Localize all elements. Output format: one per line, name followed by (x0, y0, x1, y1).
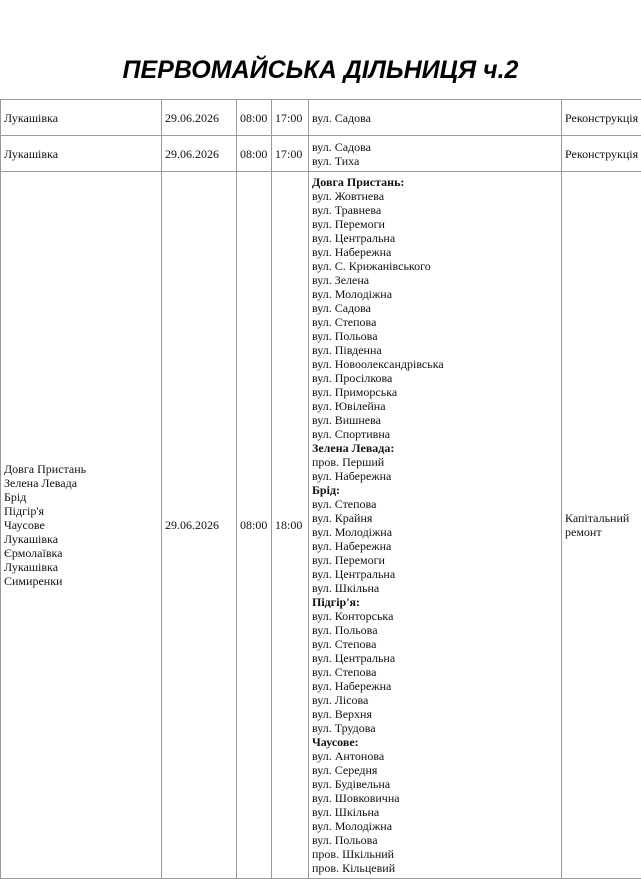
page-title: ПЕРВОМАЙСЬКА ДІЛЬНИЦЯ ч.2 (0, 56, 641, 85)
start-time-cell: 08:00 (237, 172, 272, 879)
settlements-cell: Лукашівка (1, 136, 162, 172)
date-cell: 29.06.2026 (162, 172, 237, 879)
settlement-group-heading: Довга Пристань: (312, 175, 558, 189)
work-type-cell: Реконструкція (562, 100, 641, 136)
settlement-group-heading: Чаусове: (312, 735, 558, 749)
table-row (1, 136, 641, 172)
table-row (1, 100, 641, 136)
date-cell: 29.06.2026 (162, 100, 237, 136)
settlements-cell: Довга Пристань Зелена Левада Брід Підгір'я Чаусове Лукашівка Єрмолаївка Лукашівка Симиренки (1, 172, 162, 879)
streets-cell: вул. Садова (309, 100, 562, 136)
end-time-cell: 17:00 (272, 100, 309, 136)
work-type-cell: Реконструкція (562, 136, 641, 172)
settlement-group-heading: Підгір'я: (312, 595, 558, 609)
end-time-cell: 17:00 (272, 136, 309, 172)
end-time-cell: 18:00 (272, 172, 309, 879)
settlement-group-heading: Зелена Левада: (312, 441, 558, 455)
settlements-cell: Лукашівка (1, 100, 162, 136)
table-row (1, 172, 641, 879)
streets-cell: Довга Пристань: вул. Жовтнева вул. Травнева вул. Перемоги вул. Центральна вул. Набережна вул. С. Крижанівського вул. Зелена вул. Молодіжна вул. Садова вул. Степова вул. Польова вул. Південна вул. Новоолександрівська вул. Просілкова вул. Приморська вул. Ювілейна вул. Вишнева вул. Спортивна Зелена Левада: пров. Перший вул. Набережна Брід: вул. Степова вул. Крайня вул. Молодіжна вул. Набережна вул. Перемоги вул. Центральна вул. Шкільна Підгір'я: вул. Конторська вул. Польова вул. Степова вул. Центральна вул. Степова вул. Набережна вул. Лісова вул. Верхня вул. Трудова Чаусове: вул. Антонова вул. Середня вул. Будівельна вул. Шовковична вул. Шкільна вул. Молодіжна вул. Польова пров. Шкільний пров. Кільцевий (309, 172, 562, 879)
streets-cell: вул. Садова вул. Тиха (309, 136, 562, 172)
start-time-cell: 08:00 (237, 136, 272, 172)
outage-table (0, 99, 641, 879)
start-time-cell: 08:00 (237, 100, 272, 136)
date-cell: 29.06.2026 (162, 136, 237, 172)
settlement-group-heading: Брід: (312, 483, 558, 497)
work-type-cell: Капітальний ремонт (562, 172, 641, 879)
